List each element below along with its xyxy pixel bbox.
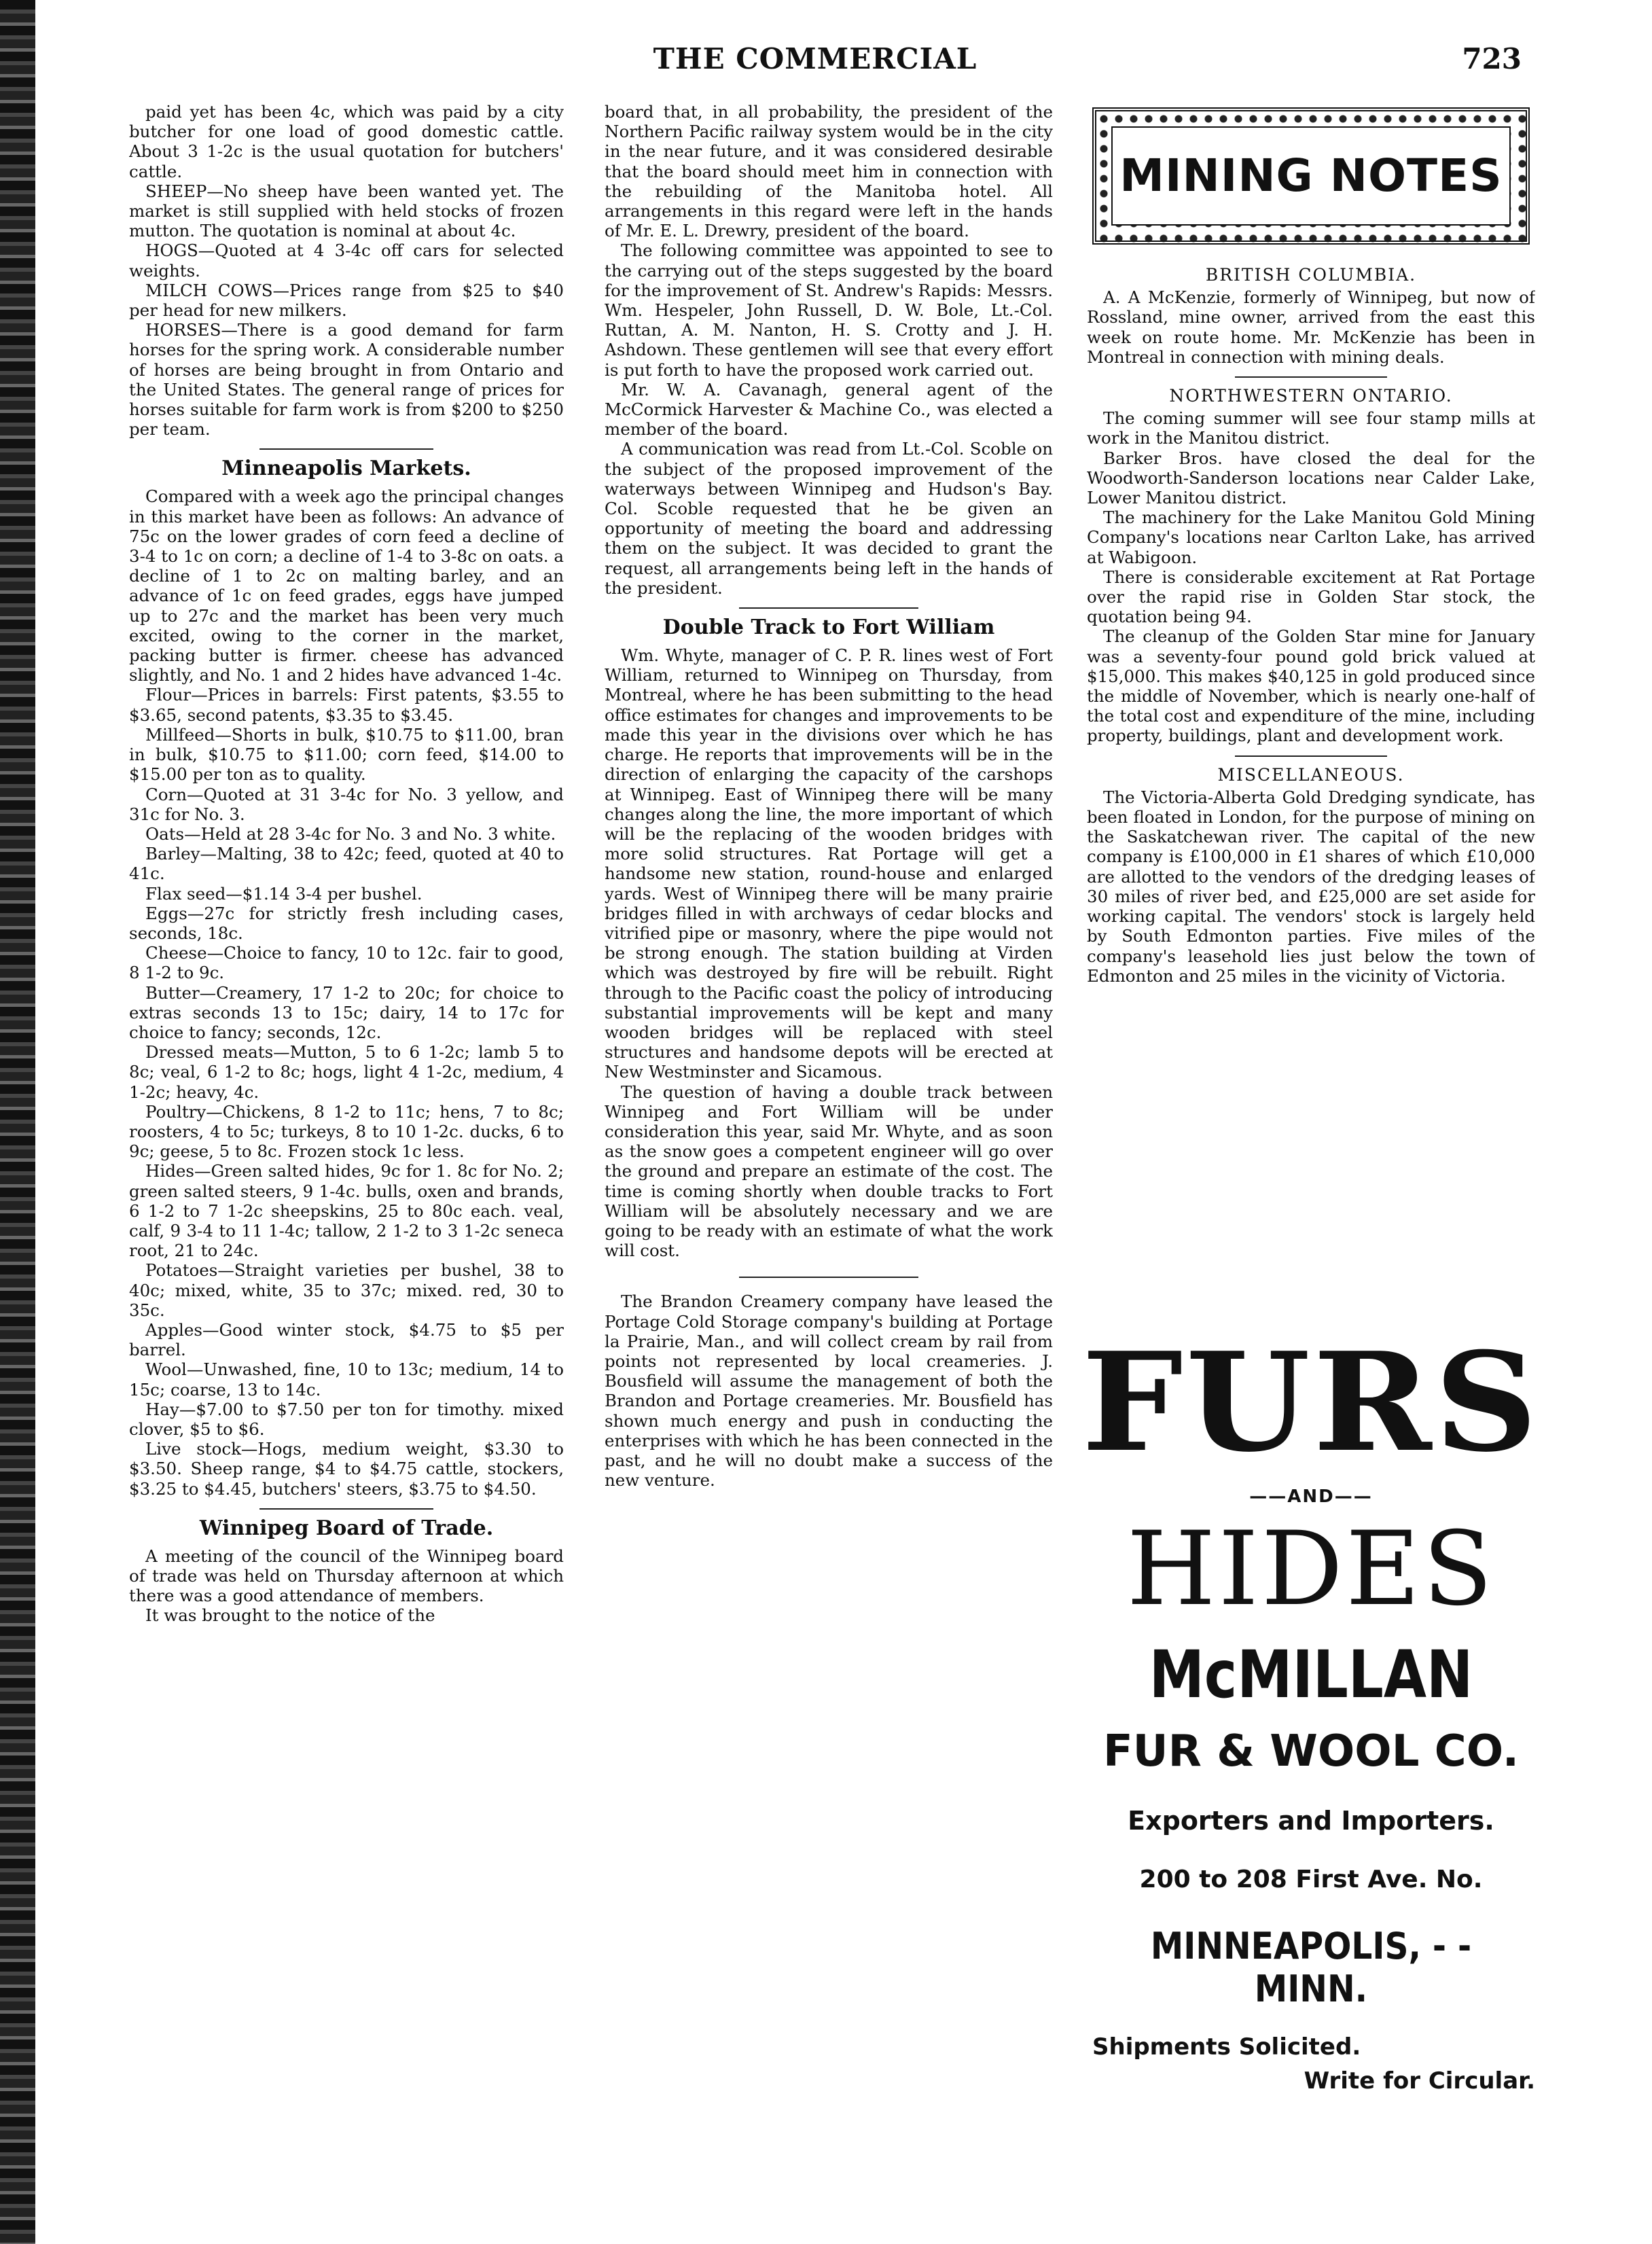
paragraph: Flax seed—$1.14 3-4 per bushel. <box>145 883 423 904</box>
mining-notes-title: MINING NOTES <box>1119 149 1503 202</box>
mcmillan-fur-advertisement <box>1081 1323 1541 2201</box>
paragraph: A. A McKenzie, formerly of Winnipeg, but now of Rossland, mine owner, arrived from the east this week on route home. Mr. McKenzie has been in Montreal in connection with mining deals. <box>1087 287 1535 367</box>
paragraph: Live stock—Hogs, medium weight, $3.30 to $3.50. Sheep range, $4 to $4.75 cattle, stockers, $3.25 to $4.45, butchers' steers, $3.75 to $4.50. <box>129 1439 564 1499</box>
paragraph: Barker Bros. have closed the deal for the Woodworth-Sanderson locations near Calder Lake, Lower Manitou district. <box>1087 448 1535 508</box>
brandon-creamery-article <box>605 1292 1053 1490</box>
paragraph: The machinery for the Lake Manitou Gold Mining Company's locations near Carlton Lake, has arrived at Wabigoon. <box>1087 507 1535 567</box>
paragraph: A meeting of the council of the Winnipeg board of trade was held on Thursday afternoon at which there was a good attendance of members. <box>129 1546 564 1606</box>
paragraph: Poultry—Chickens, 8 1-2 to 11c; hens, 7 to 8c; roosters, 4 to 5c; turkeys, 8 to 10 1-2c. ducks, 6 to 9c; geese, 5 to 8c. Frozen stock 1c less. <box>129 1101 564 1162</box>
paragraph: A communication was read from Lt.-Col. Scoble on the subject of the proposed improvement of the waterways between Winnipeg and Hudson's Bay. Col. Scoble requested that he be given an opportunity of meeting the board and addressing them on the subject. It was decided to grant the request, all arrangements being left in the hands of the president. <box>605 439 1053 598</box>
page-number: 723 <box>1462 42 1522 75</box>
paragraph: Corn—Quoted at 31 3-4c for No. 3 yellow, and 31c for No. 3. <box>129 784 564 824</box>
section-divider <box>739 1277 918 1278</box>
mining-notes-banner <box>1092 107 1530 245</box>
board-of-trade-continued <box>605 102 1053 598</box>
paragraph: Wm. Whyte, manager of C. P. R. lines west of Fort William, returned to Winnipeg on Thursday, from Montreal, where he has been submitting to the head office estimates for changes and improvements to be made this year in the divisions over which he has charge. He reports that improvements will be in the direction of enlarging the capacity of the carshops at Winnipeg. East of Winnipeg there will be many changes along the line, the more important of which will be the replacing of the wooden bridges with more solid structures. Rat Portage will get a handsome new station, round-house and enlarged yards. West of Winnipeg there will be many prairie bridges filled in with archways of cedar blocks and vitrified pipe or masonry, where the pipe would not be strong enough. The station building at Virden which was destroyed by fire will be rebuilt. Right through to the Pacific coast the policy of introducing substantial improvements will be kept and many wooden bridges will be replaced with steel structures and handsome depots will be erected at New Westminster and Sicamous. <box>605 645 1053 1082</box>
paragraph: The cleanup of the Golden Star mine for January was a seventy-four pound gold brick valued at $15,000. This makes $40,125 in gold produced since the middle of November, which is nearly one-half of the total cost and expenditure of the mine, including property, buildings, plant and development work. <box>1087 626 1535 746</box>
paragraph: Flour—Prices in barrels: First patents, $3.55 to $3.65, second patents, $3.35 to $3.45. <box>129 685 564 725</box>
section-heading-double-track: Double Track to Fort William <box>662 616 995 640</box>
paragraph: Hay—$7.00 to $7.50 per ton for timothy. mixed clover, $5 to $6. <box>129 1399 564 1439</box>
paragraph: Wool—Unwashed, fine, 10 to 13c; medium, 14 to 15c; coarse, 13 to 14c. <box>129 1359 564 1400</box>
paragraph: HOGS—Quoted at 4 3-4c off cars for selected weights. <box>129 241 564 281</box>
ad-company-name: McMILLAN <box>1149 1637 1473 1713</box>
ad-furs: FURS <box>1081 1323 1541 1482</box>
paragraph: Cheese—Choice to fancy, 10 to 12c. fair to good, 8 1-2 to 9c. <box>129 943 564 983</box>
winnipeg-board-report <box>129 1546 564 1626</box>
ad-and: ——AND—— <box>1249 1486 1373 1507</box>
mining-notes-banner-inner <box>1111 126 1511 226</box>
subheading-miscellaneous: MISCELLANEOUS. <box>1217 764 1405 785</box>
paragraph: paid yet has been 4c, which was paid by a city butcher for one load of good domestic cattle. About 3 1-2c is the usual quotation for butchers' cattle. <box>129 102 564 181</box>
ad-shipments: Shipments Solicited. <box>1092 2033 1361 2061</box>
paragraph: MILCH COWS—Prices range from $25 to $40 per head for new milkers. <box>129 280 564 321</box>
publication-title: THE COMMERCIAL <box>653 42 977 75</box>
paragraph: Butter—Creamery, 17 1-2 to 20c; for choice to extras seconds 13 to 15c; dairy, 14 to 17c for choice to fancy; seconds, 12c. <box>129 982 564 1042</box>
ad-exporters: Exporters and Importers. <box>1128 1806 1494 1836</box>
running-header <box>109 42 1522 76</box>
paragraph: The Brandon Creamery company have leased the Portage Cold Storage company's building at Portage la Prairie, Man., and will collect cream by rail from points not represented by local creameries. J. Bousfield will assume the management of both the Brandon and Portage creameries. Mr. Bousfield has shown much energy and push in conducting the enterprises with which he has been connected in the past, and he will no doubt make a success of the new venture. <box>605 1292 1053 1491</box>
paragraph: SHEEP—No sheep have been wanted yet. The market is still supplied with held stocks of frozen mutton. The quotation is nominal at about 4c. <box>129 181 564 241</box>
paragraph: Oats—Held at 28 3-4c for No. 3 and No. 3 white. <box>145 823 556 844</box>
section-divider <box>1235 755 1387 757</box>
paragraph: Dressed meats—Mutton, 5 to 6 1-2c; lamb 5 to 8c; veal, 6 1-2 to 8c; hogs, light 4 1-2c, medium, 4 1-2c; heavy, 4c. <box>129 1042 564 1102</box>
section-divider <box>739 607 918 609</box>
paragraph: The following committee was appointed to see to the carrying out of the steps suggested by the board for the improvement of St. Andrew's Rapids: Messrs. Wm. Hespeler, John Russell, D. W. Bole, Lt.-Col. Ruttan, A. M. Nanton, H. S. Crotty and J. H. Ashdown. These gentlemen will see that every effort is put forth to have the proposed work carried out. <box>605 241 1053 380</box>
ad-hides: HIDES <box>1126 1510 1496 1628</box>
paragraph: Apples—Good winter stock, $4.75 to $5 per barrel. <box>129 1319 564 1360</box>
subheading-british-columbia: BRITISH COLUMBIA. <box>1205 265 1417 285</box>
section-divider <box>259 448 433 450</box>
paragraph: The coming summer will see four stamp mills at work in the Manitou district. <box>1087 408 1535 448</box>
ad-city: MINNEAPOLIS, - - MINN. <box>1150 1925 1472 2010</box>
paragraph: Potatoes—Straight varieties per bushel, 38 to 40c; mixed, white, 35 to 37c; mixed. red, 30 to 35c. <box>129 1260 564 1320</box>
ad-company-subtitle: FUR & WOOL CO. <box>1102 1726 1520 1777</box>
scanned-page-edge <box>0 0 35 2244</box>
column-3 <box>1087 102 1535 1311</box>
ad-address: 200 to 208 First Ave. No. <box>1139 1866 1483 1893</box>
subheading-northwestern-ontario: NORTHWESTERN ONTARIO. <box>1169 386 1453 406</box>
paragraph: It was brought to the notice of the <box>145 1605 435 1626</box>
column-1 <box>129 102 564 2208</box>
paragraph: Mr. W. A. Cavanagh, general agent of the McCormick Harvester & Machine Co., was elected a member of the board. <box>605 379 1053 440</box>
paragraph: Millfeed—Shorts in bulk, $10.75 to $11.00, bran in bulk, $10.75 to $11.00; corn feed, $14.00 to $15.00 per ton as to quality. <box>129 724 564 785</box>
paragraph: There is considerable excitement at Rat Portage over the rapid rise in Golden Star stock, the quotation being 94. <box>1087 567 1535 627</box>
section-heading-winnipeg-board: Winnipeg Board of Trade. <box>199 1516 494 1540</box>
section-divider <box>259 1508 433 1510</box>
livestock-report <box>129 102 564 439</box>
minneapolis-report <box>129 486 564 1498</box>
paragraph: Eggs—27c for strictly fresh including cases, seconds, 18c. <box>129 903 564 943</box>
section-heading-minneapolis: Minneapolis Markets. <box>221 457 471 481</box>
paragraph: Compared with a week ago the principal changes in this market have been as follows: An advance of 75c on the lower grades of corn feed a decline of 3-4 to 1c on corn; a decline of 1-4 to 3-8c on oats. a decline of 1 to 2c on malting barley, and an advance of 1c on feed grades, eggs have jumped up to 27c and the market has been very much excited, owing to the corner in the market, packing butter is firmer. cheese has advanced slightly, and No. 1 and 2 hides have advanced 1-4c. <box>129 486 564 685</box>
section-divider <box>1235 376 1387 378</box>
column-2 <box>605 102 1053 2208</box>
paragraph: HORSES—There is a good demand for farm horses for the spring work. A considerable number of horses are being brought in from Ontario and the United States. The general range of prices for horses suitable for farm work is from $200 to $250 per team. <box>129 320 564 440</box>
paragraph: Hides—Green salted hides, 9c for 1. 8c for No. 2; green salted steers, 9 1-4c. bulls, oxen and brands, 6 1-2 to 7 1-2c sheepskins, 25 to 80c each. veal, calf, 9 3-4 to 11 1-4c; tallow, 2 1-2 to 3 1-2c seneca root, 21 to 24c. <box>129 1161 564 1261</box>
ad-write-for-circular: Write for Circular. <box>1304 2067 1535 2095</box>
paragraph: The question of having a double track between Winnipeg and Fort William will be under consideration this year, said Mr. Whyte, and as soon as the snow goes a competent engineer will go over the ground and prepare an estimate of the cost. The time is coming shortly when double tracks to Fort William will be absolutely necessary and we are going to be ready with an estimate of what the work will cost. <box>605 1082 1053 1261</box>
paragraph: Barley—Malting, 38 to 42c; feed, quoted at 40 to 41c. <box>129 844 564 884</box>
paragraph: board that, in all probability, the president of the Northern Pacific railway system would be in the city in the near future, and it was considered desirable that the board should meet him in connection with the rebuilding of the Manitoba hotel. All arrangements in this regard were left in the hands of Mr. E. L. Drewry, president of the board. <box>605 102 1053 241</box>
paragraph: The Victoria-Alberta Gold Dredging syndicate, has been floated in London, for the purpose of mining on the Saskatchewan river. The capital of the new company is £100,000 in £1 shares of which £10,000 are allotted to the vendors of the dredging leases of 30 miles of river bed, and £25,000 are set aside for working capital. The vendors' stock is largely held by South Edmonton parties. Five miles of the company's leasehold lies just below the town of Edmonton and 25 miles in the vicinity of Victoria. <box>1087 787 1535 986</box>
double-track-article <box>605 645 1053 1260</box>
